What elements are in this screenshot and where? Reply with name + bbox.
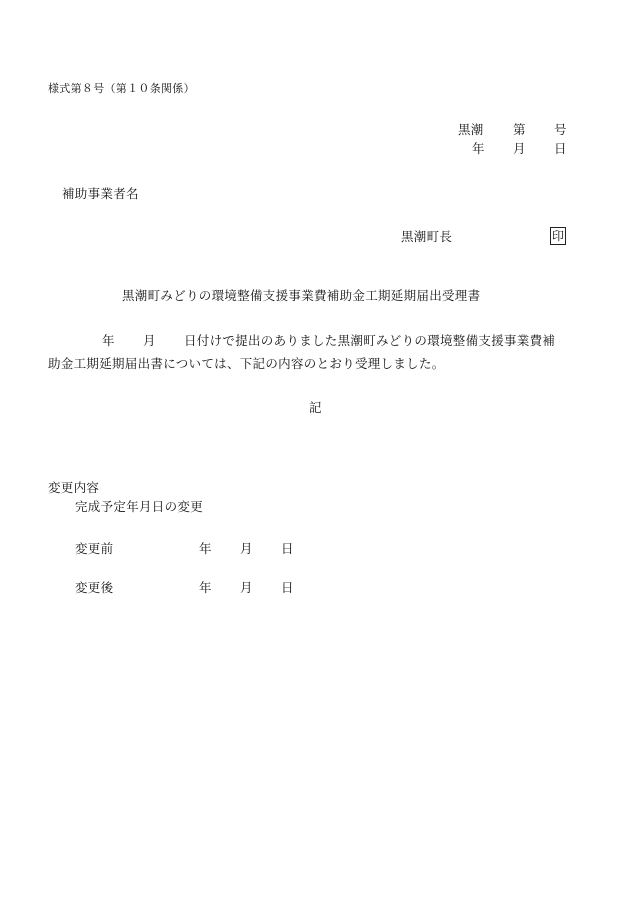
reference-dai: 第 (513, 122, 526, 137)
seal-mark (550, 227, 566, 245)
after-year: 年 (199, 580, 212, 595)
after-label: 変更後 (75, 580, 114, 595)
date-day: 日 (554, 141, 567, 156)
reference-prefix: 黒潮 (458, 122, 484, 137)
before-year: 年 (199, 541, 212, 556)
change-heading: 変更内容 (48, 480, 100, 495)
body-line-2: 助金工期延期届出書については、下記の内容のとおり受理しました。 (48, 356, 445, 371)
seal-text: 印 (552, 229, 565, 243)
ki-mark: 記 (309, 400, 322, 415)
issuer-name: 黒潮町長 (401, 229, 453, 244)
body-line-1: 日付けで提出のありました黒潮町みどりの環境整備支援事業費補 (184, 333, 556, 348)
date-month: 月 (513, 141, 526, 156)
form-number: 様式第８号（第１０条関係） (48, 82, 195, 95)
body-month: 月 (143, 333, 156, 348)
document-title: 黒潮町みどりの環境整備支援事業費補助金工期延期届出受理書 (122, 288, 481, 303)
recipient-label: 補助事業者名 (62, 186, 139, 201)
after-month: 月 (240, 580, 253, 595)
after-day: 日 (281, 580, 294, 595)
body-year: 年 (102, 333, 115, 348)
date-year: 年 (472, 141, 485, 156)
reference-go: 号 (554, 122, 567, 137)
before-label: 変更前 (75, 541, 114, 556)
before-day: 日 (281, 541, 294, 556)
change-subheading: 完成予定年月日の変更 (75, 499, 204, 514)
before-month: 月 (240, 541, 253, 556)
